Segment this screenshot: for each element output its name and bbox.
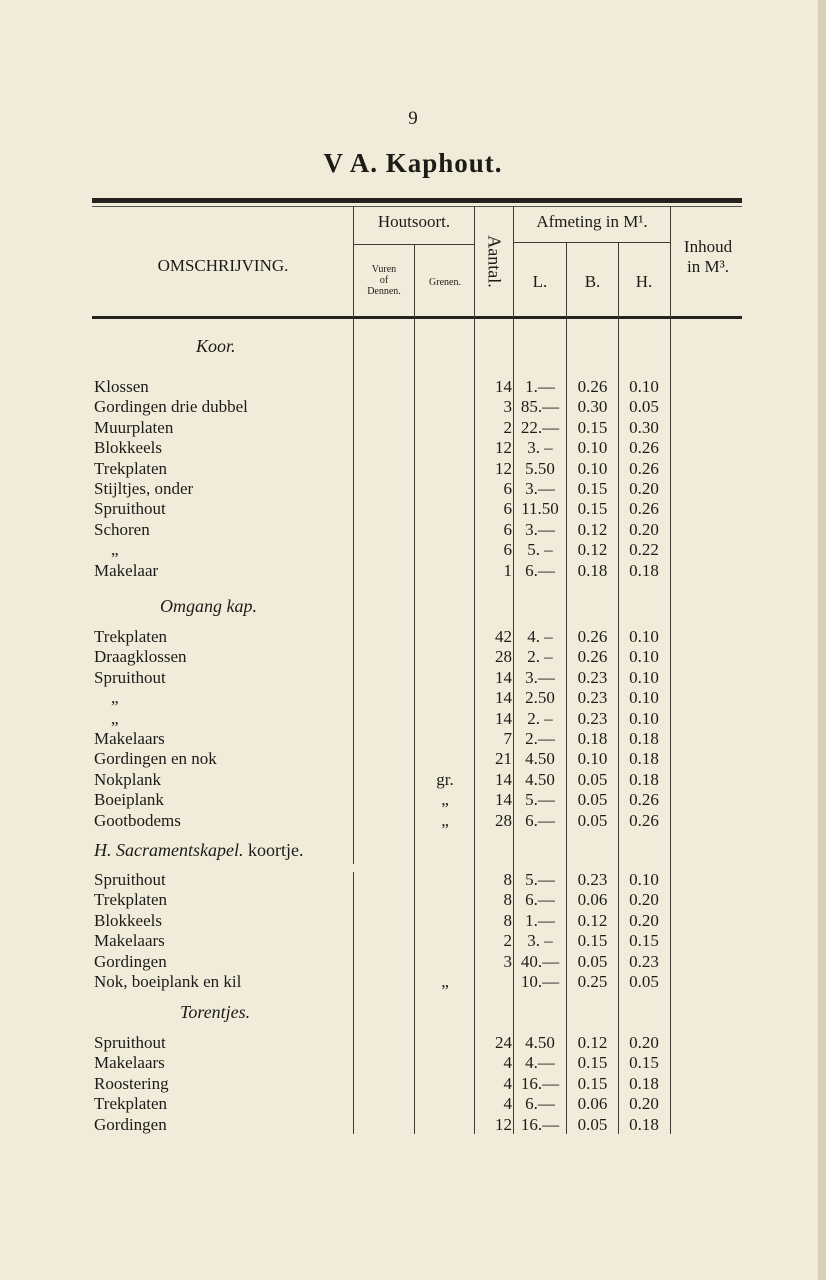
row-description: Spruithout xyxy=(94,667,166,687)
table-row xyxy=(0,627,826,647)
row-aantal: 24 xyxy=(495,1033,512,1052)
header-vuren xyxy=(354,264,414,297)
table-row xyxy=(0,770,826,790)
row-aantal: 7 xyxy=(503,729,512,748)
row-aantal: 1 xyxy=(503,560,512,580)
row-aantal: 21 xyxy=(495,749,512,769)
row-length: 1.— xyxy=(525,377,555,396)
row-aantal: 3 xyxy=(503,397,512,417)
row-height: 0.26 xyxy=(629,499,659,519)
row-width: 0.06 xyxy=(577,1094,608,1114)
row-length: 5.50 xyxy=(525,458,555,478)
row-width: 0.30 xyxy=(577,397,608,417)
row-height: 0.20 xyxy=(629,910,659,930)
row-description: Trekplaten xyxy=(94,1094,168,1114)
row-description: Klossen xyxy=(94,377,149,396)
row-description: Spruithout xyxy=(94,870,166,889)
row-length: 40.— xyxy=(520,951,560,971)
table-row xyxy=(0,540,826,560)
table-row xyxy=(0,1094,826,1114)
row-width: 0.15 xyxy=(577,499,608,519)
table-row xyxy=(0,459,826,479)
table-row xyxy=(0,729,826,749)
row-aantal: 8 xyxy=(503,910,512,930)
row-height: 0.10 xyxy=(629,627,659,646)
row-aantal: 8 xyxy=(503,890,512,910)
row-length: 2. – xyxy=(527,647,553,667)
row-description: Gordingen drie dubbel xyxy=(94,397,248,417)
table-row xyxy=(0,790,826,810)
row-description: „ xyxy=(94,688,119,708)
row-height: 0.20 xyxy=(629,519,659,539)
row-width: 0.05 xyxy=(577,790,608,810)
row-width: 0.12 xyxy=(577,910,608,930)
row-width: 0.10 xyxy=(577,438,608,458)
row-aantal: 2 xyxy=(503,417,512,437)
row-height: 0.18 xyxy=(629,769,659,789)
row-width: 0.15 xyxy=(577,1073,608,1093)
row-width: 0.18 xyxy=(577,729,608,748)
row-aantal: 28 xyxy=(495,810,512,830)
row-width: 0.26 xyxy=(577,647,608,667)
row-description: Gordingen en nok xyxy=(94,749,217,769)
header-h: H. xyxy=(635,272,653,291)
table-row xyxy=(0,811,826,831)
row-width: 0.05 xyxy=(577,951,608,971)
row-width: 0.05 xyxy=(577,810,608,830)
row-length: 11.50 xyxy=(521,499,559,519)
row-aantal: 4 xyxy=(503,1094,512,1114)
row-width: 0.12 xyxy=(577,540,608,560)
row-length: 22.— xyxy=(520,417,560,437)
row-description: Spruithout xyxy=(94,499,166,519)
row-description: Spruithout xyxy=(94,1033,166,1052)
row-width: 0.26 xyxy=(577,377,608,396)
header-inhoud xyxy=(672,237,744,277)
row-length: 4.50 xyxy=(525,769,555,789)
row-aantal: 8 xyxy=(503,870,512,889)
row-width: 0.25 xyxy=(577,972,608,991)
table-row xyxy=(0,931,826,951)
row-aantal: 2 xyxy=(503,931,512,951)
table-row xyxy=(0,911,826,931)
row-height: 0.23 xyxy=(629,951,659,971)
row-height: 0.18 xyxy=(629,1073,659,1093)
row-height: 0.18 xyxy=(629,749,659,769)
row-width: 0.10 xyxy=(577,749,608,769)
row-length: 3.— xyxy=(525,519,555,539)
row-description: Roostering xyxy=(94,1073,169,1093)
row-description: Gordingen xyxy=(94,951,167,971)
row-width: 0.15 xyxy=(577,479,608,498)
row-width: 0.15 xyxy=(577,417,608,437)
row-height: 0.15 xyxy=(629,1053,659,1073)
row-width: 0.05 xyxy=(577,769,608,789)
row-description: Boeiplank xyxy=(94,790,164,810)
row-height: 0.10 xyxy=(629,667,659,687)
row-houtsoort: „ xyxy=(441,810,449,830)
row-width: 0.23 xyxy=(577,667,608,687)
table-row xyxy=(0,688,826,708)
row-width: 0.15 xyxy=(577,931,608,951)
row-width: 0.05 xyxy=(577,1114,608,1134)
row-length: 5. – xyxy=(527,540,553,560)
table-row xyxy=(0,1033,826,1053)
row-height: 0.26 xyxy=(629,458,659,478)
row-description: Trekplaten xyxy=(94,458,168,478)
row-description: Blokkeels xyxy=(94,910,162,930)
row-aantal: 6 xyxy=(503,499,512,519)
row-aantal: 14 xyxy=(495,667,512,687)
row-height: 0.20 xyxy=(629,890,659,910)
row-width: 0.12 xyxy=(577,1033,608,1052)
table-row xyxy=(0,479,826,499)
row-aantal: 3 xyxy=(503,951,512,971)
row-length: 4. – xyxy=(527,627,553,646)
row-description: Makelaars xyxy=(94,931,165,951)
table-row xyxy=(0,499,826,519)
table-row xyxy=(0,438,826,458)
row-aantal: 42 xyxy=(495,627,512,646)
row-height: 0.20 xyxy=(629,1094,659,1114)
row-houtsoort: gr. xyxy=(436,769,454,789)
row-aantal: 4 xyxy=(503,1053,512,1073)
row-length: 1.— xyxy=(525,910,555,930)
row-description: Stijltjes, onder xyxy=(94,479,194,498)
row-aantal: 14 xyxy=(495,688,512,708)
row-length: 6.— xyxy=(525,890,555,910)
row-description: Gordingen xyxy=(94,1114,167,1134)
group-heading xyxy=(180,1002,250,1023)
row-length: 6.— xyxy=(525,1094,555,1114)
table-row xyxy=(0,1074,826,1094)
top-rule-thick xyxy=(92,198,742,203)
row-description: Muurplaten xyxy=(94,417,174,437)
row-length: 3.— xyxy=(525,479,555,498)
row-length: 5.— xyxy=(525,790,555,810)
group-heading-label: Koor. xyxy=(196,336,236,356)
header-grenen: Grenen. xyxy=(429,277,461,288)
table-row xyxy=(0,647,826,667)
section-title: V A. Kaphout. xyxy=(323,148,503,178)
table-row xyxy=(0,418,826,438)
row-description: Makelaars xyxy=(94,1053,165,1073)
row-aantal: 14 xyxy=(495,769,512,789)
row-description: Gootbodems xyxy=(94,810,181,830)
row-length: 3. – xyxy=(527,438,553,458)
row-length: 2. – xyxy=(527,708,553,728)
header-afmeting: Afmeting in M¹. xyxy=(536,212,648,231)
row-height: 0.26 xyxy=(629,790,659,810)
row-width: 0.12 xyxy=(577,519,608,539)
row-length: 4.— xyxy=(525,1053,555,1073)
table-row xyxy=(0,520,826,540)
row-description: Blokkeels xyxy=(94,438,162,458)
row-length: 5.— xyxy=(525,870,555,889)
group-heading-suffix: koortje. xyxy=(243,840,304,860)
row-description: „ xyxy=(94,708,119,728)
row-description: Schoren xyxy=(94,519,150,539)
row-height: 0.20 xyxy=(629,1033,659,1052)
group-heading xyxy=(160,596,257,617)
header-bottom-rule xyxy=(92,316,742,319)
row-height: 0.15 xyxy=(629,931,659,951)
row-length: 16.— xyxy=(520,1073,560,1093)
row-length: 16.— xyxy=(520,1114,560,1134)
row-description: Nok, boeiplank en kil xyxy=(94,972,242,991)
row-houtsoort: „ xyxy=(441,972,449,991)
table-row xyxy=(0,952,826,972)
header-aantal xyxy=(474,225,514,297)
row-aantal: 14 xyxy=(495,377,512,396)
group-heading xyxy=(196,336,236,357)
row-width: 0.26 xyxy=(577,627,608,646)
row-aantal: 12 xyxy=(495,458,512,478)
row-aantal: 14 xyxy=(495,708,512,728)
row-aantal: 6 xyxy=(503,519,512,539)
header-vuren-line3: Dennen. xyxy=(367,286,401,297)
row-height: 0.26 xyxy=(629,810,659,830)
group-heading-label: H. Sacramentskapel. xyxy=(94,840,244,860)
row-width: 0.23 xyxy=(577,688,608,708)
header-afmeting-rule xyxy=(514,242,670,243)
row-width: 0.23 xyxy=(577,708,608,728)
row-height: 0.18 xyxy=(629,560,659,580)
table-row xyxy=(0,972,826,992)
row-height: 0.10 xyxy=(629,708,659,728)
top-rule-thin xyxy=(92,206,742,207)
header-aantal-label: Aantal. xyxy=(484,234,505,288)
row-height: 0.10 xyxy=(629,647,659,667)
header-b: B. xyxy=(584,272,601,291)
row-height: 0.26 xyxy=(629,438,659,458)
table-row xyxy=(0,397,826,417)
row-length: 85.— xyxy=(520,397,560,417)
group-heading-label: Torentjes. xyxy=(180,1002,251,1022)
row-length: 6.— xyxy=(525,810,555,830)
row-description: Trekplaten xyxy=(94,890,168,910)
row-aantal: 6 xyxy=(503,540,512,560)
row-height: 0.18 xyxy=(629,1114,659,1134)
header-vuren-line1: Vuren xyxy=(371,264,397,275)
row-height: 0.20 xyxy=(629,479,659,498)
row-height: 0.05 xyxy=(629,397,659,417)
row-height: 0.18 xyxy=(629,729,659,748)
table-row xyxy=(0,561,826,581)
table-row xyxy=(0,668,826,688)
table-row xyxy=(0,1115,826,1135)
header-inhoud-line1: Inhoud xyxy=(683,237,733,256)
row-height: 0.10 xyxy=(629,377,659,396)
group-heading-label: Omgang kap. xyxy=(160,596,257,616)
table-row xyxy=(0,709,826,729)
row-description: „ xyxy=(94,540,119,560)
row-description: Makelaar xyxy=(94,560,159,580)
header-vuren-line2: of xyxy=(379,275,389,286)
row-aantal: 6 xyxy=(503,479,512,498)
page-number: 9 xyxy=(408,108,418,129)
header-inhoud-line2: in M³. xyxy=(687,257,729,276)
row-length: 2.— xyxy=(525,729,555,748)
row-width: 0.10 xyxy=(577,458,608,478)
header-l: L. xyxy=(532,272,548,291)
row-width: 0.18 xyxy=(577,560,608,580)
row-aantal: 12 xyxy=(495,438,512,458)
row-height: 0.05 xyxy=(629,972,659,991)
table-row xyxy=(0,377,826,397)
header-houtsoort: Houtsoort. xyxy=(377,212,451,231)
row-aantal: 14 xyxy=(495,790,512,810)
row-description: Draagklossen xyxy=(94,647,187,667)
row-height: 0.10 xyxy=(629,688,659,708)
table-row xyxy=(0,1053,826,1073)
row-aantal: 12 xyxy=(495,1114,512,1134)
table-row xyxy=(0,890,826,910)
row-length: 4.50 xyxy=(525,749,555,769)
row-aantal: 28 xyxy=(495,647,512,667)
row-length: 3. – xyxy=(527,931,553,951)
row-length: 3.— xyxy=(525,667,555,687)
row-width: 0.15 xyxy=(577,1053,608,1073)
row-length: 10.— xyxy=(520,972,560,991)
table-row xyxy=(0,749,826,769)
row-description: Trekplaten xyxy=(94,627,168,646)
row-width: 0.23 xyxy=(577,870,608,889)
row-height: 0.30 xyxy=(629,417,659,437)
group-heading xyxy=(94,840,303,861)
header-omschrijving: OMSCHRIJVING. xyxy=(157,256,289,275)
row-length: 6.— xyxy=(525,560,555,580)
row-description: Nokplank xyxy=(94,769,162,789)
row-description: Makelaars xyxy=(94,729,165,748)
row-height: 0.22 xyxy=(629,540,659,560)
table-row xyxy=(0,870,826,890)
row-houtsoort: „ xyxy=(441,790,449,810)
row-width: 0.06 xyxy=(577,890,608,910)
row-length: 4.50 xyxy=(525,1033,555,1052)
row-length: 2.50 xyxy=(525,688,555,708)
row-height: 0.10 xyxy=(629,870,659,889)
row-aantal: 4 xyxy=(503,1073,512,1093)
